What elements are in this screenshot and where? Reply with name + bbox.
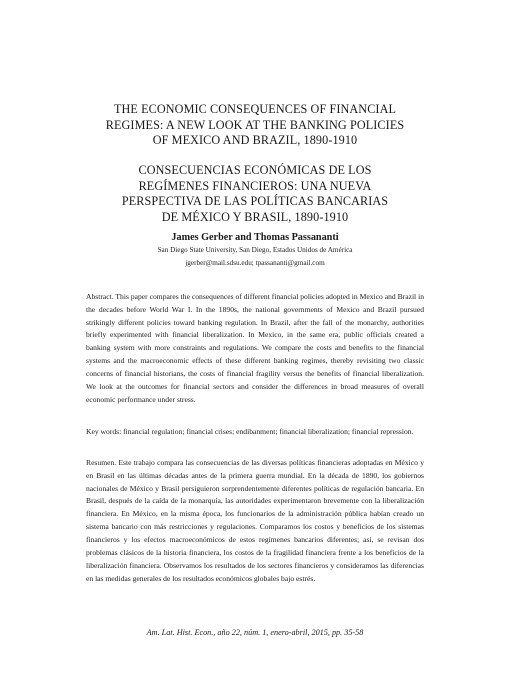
spanish-title-line: CONSECUENCIAS ECONÓMICAS DE LOS xyxy=(138,163,372,177)
resumen: Resumen. Este trabajo compara las consecuencias de las diversas políticas financieras adoptadas en México y en Brasil en las últimas décadas antes de la primera guerra mundial. En la década de 1890, los gobiernos nacionales de México y Brasil persiguieron sorprendentemente diferentes políticas de regulación bancaria. En Brasil, después de la caída de la monarquía, las autoridades experimentaron brevemente con la liberalización financiera. En México, en la misma época, los funcionarios de la administración pública habían creado un sistema bancario con más restricciones y regulaciones. Comparamos los costos y beneficios de los sistemas financieros y los efectos macroeconómicos de estos regímenes bancarios diferentes; así, se revisan dos problemas clásicos de la historia financiera, los costos de la fragilidad financiera frente a los beneficios de la liberalización financiera. Observamos los resultados de los sectores financieros y consideramos las diferencias en las medidas generales de los resultados económicos globales bajo estrés. xyxy=(86,457,424,584)
author-emails: jgerber@mail.sdsu.edu; tpassananti@gmail.com xyxy=(185,259,325,267)
journal-citation: Am. Lat. Hist. Econ., año 22, núm. 1, enero-abril, 2015, pp. 35-58 xyxy=(146,628,364,637)
spanish-title-line: PERSPECTIVA DE LAS POLÍTICAS BANCARIAS xyxy=(121,194,389,208)
spanish-title xyxy=(80,163,430,225)
english-title-line: OF MEXICO AND BRAZIL, 1890-1910 xyxy=(152,133,358,147)
english-title-line: REGIMES: A NEW LOOK AT THE BANKING POLICIES xyxy=(105,117,405,132)
keywords: Key words: financial regulation; financial crises; endibanment; financial liberalization; financial repression. xyxy=(86,426,414,436)
english-title-line: THE ECONOMIC CONSEQUENCES OF FINANCIAL xyxy=(113,102,397,116)
authors: James Gerber and Thomas Passananti xyxy=(171,232,339,243)
abstract: Abstract. This paper compares the consequences of different financial policies adopted in Mexico and Brazil in the decades before World War I. In the 1890s, the national governments of Mexico and Brazil pursued strikingly different policies toward banking regulation. In Brazil, after the fall of the monarchy, authorities briefly experimented with financial liberalization. In Mexico, in the same era, public officials created a banking system with more constraints and regulations. We compare the costs and benefits to the financial systems and the macroeconomic effects of these different banking regimes, thereby revisiting two classic concerns of financial historians, the costs of financial fragility versus the benefits of financial liberalization. We look at the outcomes for financial sectors and consider the differences in broad measures of overall economic performance under stress. xyxy=(86,291,424,405)
affiliation: San Diego State University, San Diego, Estados Unidos de América xyxy=(157,246,353,254)
english-title xyxy=(80,102,430,149)
spanish-title-line: REGÍMENES FINANCIEROS: UNA NUEVA xyxy=(138,178,372,193)
spanish-title-line: DE MÉXICO Y BRASIL, 1890-1910 xyxy=(161,209,349,224)
